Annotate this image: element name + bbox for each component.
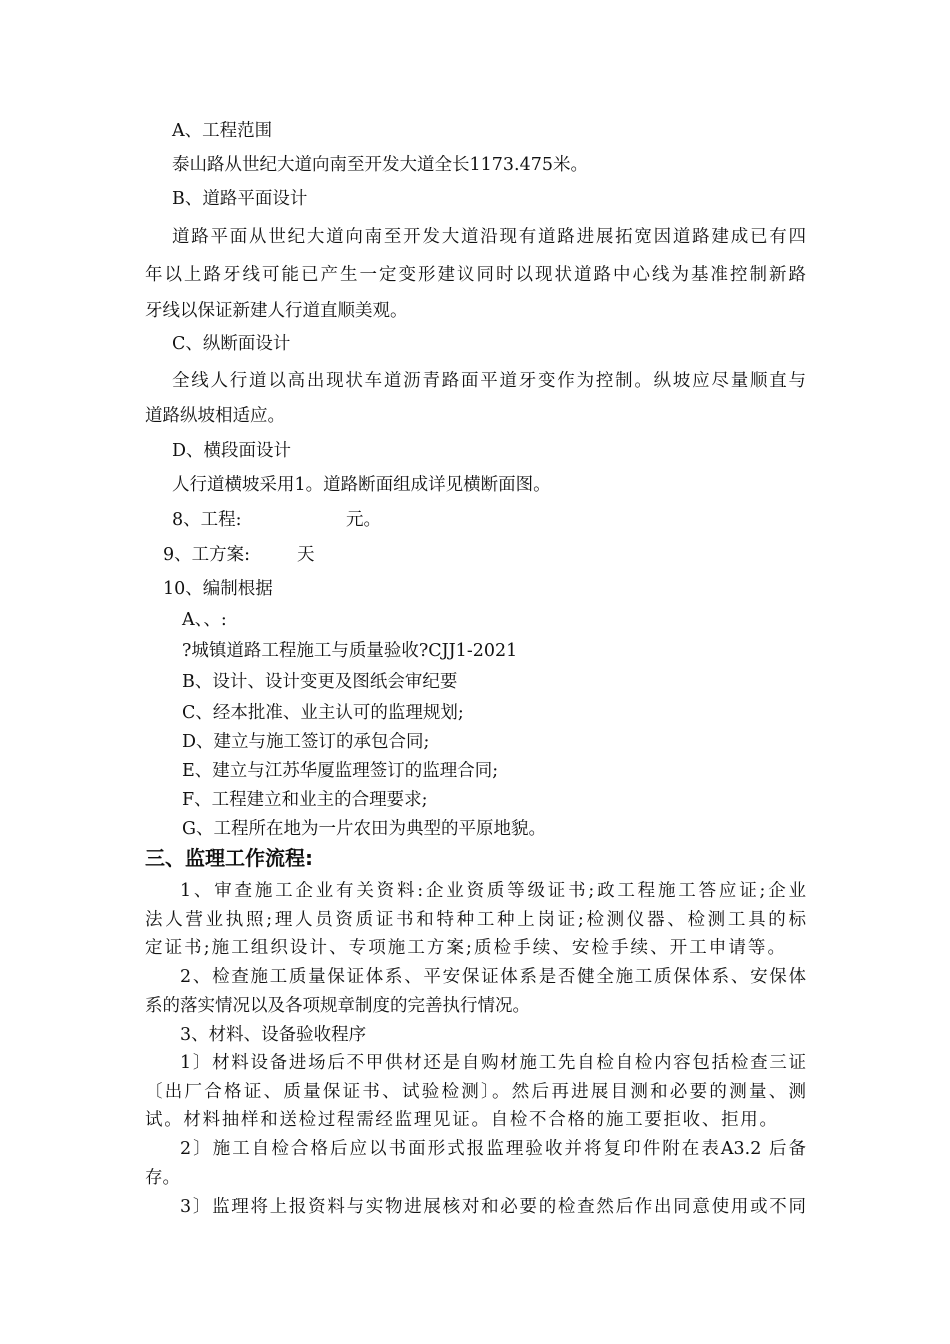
section-a-body: 泰山路从世纪大道向南至开发大道全长1173.475米。 xyxy=(172,155,588,175)
item-10-entry: G、工程所在地为一片农田为典型的平原地貌。 xyxy=(182,819,546,839)
section-a-title: A、工程范围 xyxy=(172,121,273,141)
item-10-entry: E、建立与江苏华厦监理签订的监理合同; xyxy=(182,761,499,781)
section-c-title: C、纵断面设计 xyxy=(172,334,291,354)
section-3-p3-1-line: 试。材料抽样和送检过程需经监理见证。自检不合格的施工要拒收、拒用。 xyxy=(145,1110,777,1130)
item-10-entry: C、经本批准、业主认可的监理规划; xyxy=(182,703,464,723)
item-8-unit: 元。 xyxy=(346,510,381,530)
section-d-body: 人行道横坡采用1。道路断面组成详见横断面图。 xyxy=(172,475,551,495)
section-3-p1-line: 1、审查施工企业有关资料:企业资质等级证书;政工程施工答应证;企业 xyxy=(180,881,806,901)
section-3-heading: 三、监理工作流程: xyxy=(145,846,313,870)
item-9-label: 9、工方案: xyxy=(163,545,251,565)
section-b-line-2: 年以上路牙线可能已产生一定变形建议同时以现状道路中心线为基准控制新路 xyxy=(145,265,806,285)
section-3-p3-title: 3、材料、设备验收程序 xyxy=(180,1025,367,1045)
section-c-line-1: 全线人行道以高出现状车道沥青路面平道牙变作为控制。纵坡应尽量顺直与 xyxy=(172,371,806,391)
section-3-p2-line: 2、检查施工质量保证体系、平安保证体系是否健全施工质保体系、安保体 xyxy=(180,967,806,987)
section-3-p3-1-line: 1〕材料设备进场后不甲供材还是自购材施工先自检自检内容包括检查三证 xyxy=(180,1053,806,1073)
item-10-entry: F、工程建立和业主的合理要求; xyxy=(182,790,428,810)
section-3-p3-2-line: 存。 xyxy=(145,1168,180,1188)
section-3-p3-3-line: 3〕监理将上报资料与实物进展核对和必要的检查然后作出同意使用或不同 xyxy=(180,1197,806,1217)
item-9-unit: 天 xyxy=(297,545,315,565)
item-10-entry: D、建立与施工签订的承包合同; xyxy=(182,732,430,752)
item-10-entry: ?城镇道路工程施工与质量验收?CJJ1-2021 xyxy=(182,641,518,661)
item-10-entry: A、、: xyxy=(182,610,227,630)
section-3-p3-2-line: 2〕施工自检合格后应以书面形式报监理验收并将复印件附在表A3.2 后备 xyxy=(180,1139,806,1159)
section-c-line-2: 道路纵坡相适应。 xyxy=(145,406,285,426)
item-10-entry: B、设计、设计变更及图纸会审纪要 xyxy=(182,672,458,692)
item-10-title: 10、编制根据 xyxy=(163,579,273,599)
section-3-p1-line: 定证书;施工组织设计、专项施工方案;质检手续、安检手续、开工申请等。 xyxy=(145,938,785,958)
section-b-line-3: 牙线以保证新建人行道直顺美观。 xyxy=(145,301,408,321)
section-b-title: B、道路平面设计 xyxy=(172,189,308,209)
section-d-title: D、横段面设计 xyxy=(172,441,292,461)
section-3-p1-line: 法人营业执照;理人员资质证书和特种工种上岗证;检测仪器、检测工具的标 xyxy=(145,910,806,930)
item-8-label: 8、工程: xyxy=(172,510,242,530)
section-3-p3-1-line: 〔出厂合格证、质量保证书、试验检测〕。然后再进展目测和必要的测量、测 xyxy=(145,1082,806,1102)
section-3-p2-line: 系的落实情况以及各项规章制度的完善执行情况。 xyxy=(145,996,530,1016)
section-b-line-1: 道路平面从世纪大道向南至开发大道沿现有道路进展拓宽因道路建成已有四 xyxy=(172,227,806,247)
